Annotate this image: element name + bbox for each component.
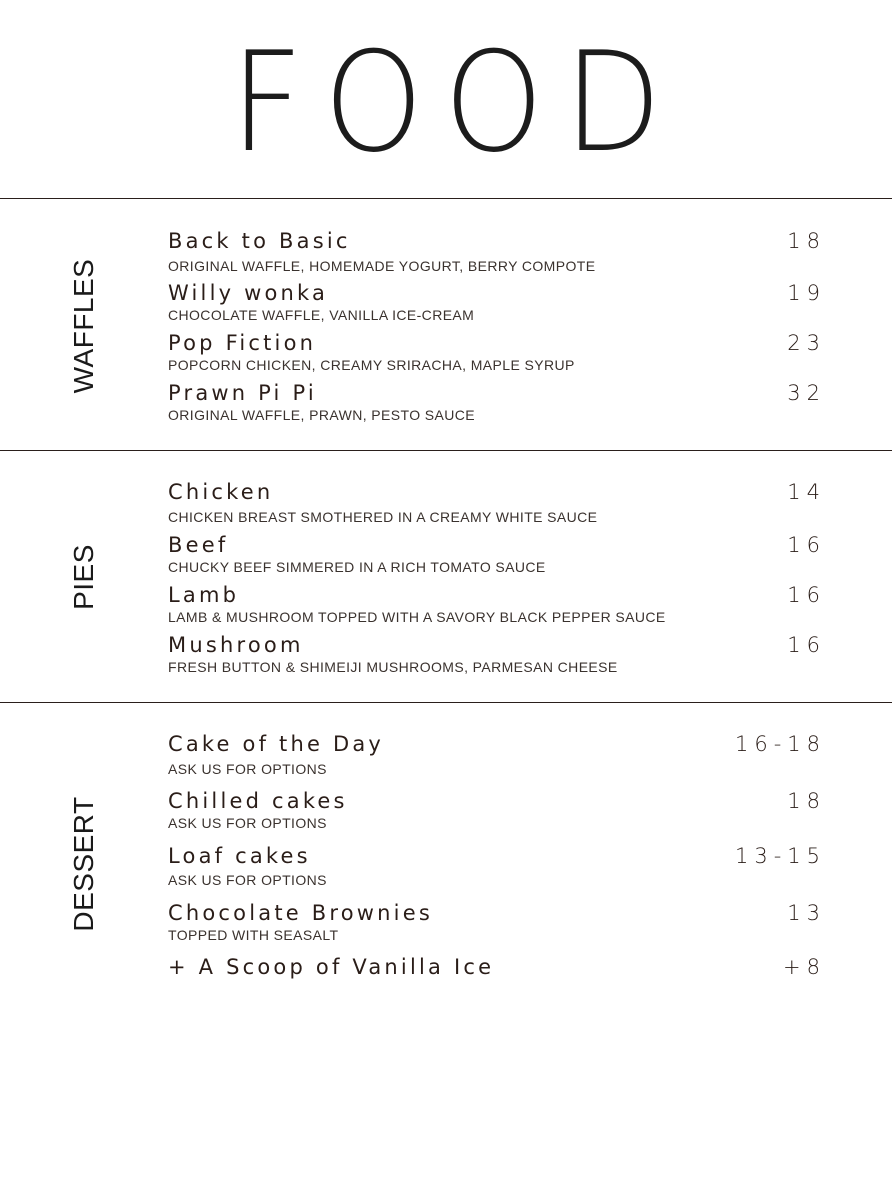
menu-item-name: Prawn Pi Pi bbox=[168, 381, 317, 405]
menu-item-price: 18 bbox=[787, 789, 826, 813]
menu-item-name: Chicken bbox=[168, 480, 274, 504]
menu-item-price: 13-15 bbox=[734, 844, 826, 868]
menu-item-desc: CHICKEN BREAST SMOTHERED IN A CREAMY WHITE SAUCE bbox=[168, 509, 598, 525]
menu-item-name: Beef bbox=[168, 533, 229, 557]
menu-item-price: 16 bbox=[787, 633, 826, 657]
menu-item-desc: ASK US FOR OPTIONS bbox=[168, 872, 327, 888]
menu-item-price: 23 bbox=[787, 331, 826, 355]
menu-item-price: 18 bbox=[787, 229, 826, 253]
menu-item-desc: FRESH BUTTON & SHIMEIJI MUSHROOMS, PARMESAN CHEESE bbox=[168, 659, 618, 675]
divider-top bbox=[0, 198, 892, 199]
menu-item-name: Chocolate Brownies bbox=[168, 901, 433, 925]
menu-item-desc: ASK US FOR OPTIONS bbox=[168, 815, 327, 831]
addon-price: +8 bbox=[783, 955, 826, 979]
menu-item-desc: POPCORN CHICKEN, CREAMY SRIRACHA, MAPLE SYRUP bbox=[168, 357, 575, 373]
menu-item-name: Loaf cakes bbox=[168, 844, 311, 868]
divider-waffles-pies bbox=[0, 450, 892, 451]
menu-item-name: Willy wonka bbox=[168, 281, 329, 305]
divider-pies-dessert bbox=[0, 702, 892, 703]
menu-item-name: Mushroom bbox=[168, 633, 304, 657]
menu-item-desc: CHOCOLATE WAFFLE, VANILLA ICE-CREAM bbox=[168, 307, 475, 323]
menu-item-price: 19 bbox=[787, 281, 826, 305]
menu-item-desc: TOPPED WITH SEASALT bbox=[168, 927, 339, 943]
menu-item-desc: ORIGINAL WAFFLE, HOMEMADE YOGURT, BERRY COMPOTE bbox=[168, 258, 596, 274]
menu-item-name: Lamb bbox=[168, 583, 240, 607]
menu-item-name: Cake of the Day bbox=[168, 732, 385, 756]
menu-item-name: Pop Fiction bbox=[168, 331, 317, 355]
menu-item-desc: ASK US FOR OPTIONS bbox=[168, 761, 327, 777]
menu-item-price: 14 bbox=[787, 480, 826, 504]
menu-item-price: 16-18 bbox=[734, 732, 826, 756]
addon-name: + A Scoop of Vanilla Ice bbox=[168, 955, 495, 979]
menu-item-price: 13 bbox=[787, 901, 826, 925]
menu-item-desc: CHUCKY BEEF SIMMERED IN A RICH TOMATO SAUCE bbox=[168, 559, 546, 575]
menu-item-price: 16 bbox=[787, 533, 826, 557]
menu-item-price: 32 bbox=[787, 381, 826, 405]
menu-title: FOOD bbox=[230, 22, 682, 183]
menu-item-price: 16 bbox=[787, 583, 826, 607]
menu-item-name: Back to Basic bbox=[168, 229, 351, 253]
menu-item-name: Chilled cakes bbox=[168, 789, 348, 813]
menu-item-desc: LAMB & MUSHROOM TOPPED WITH A SAVORY BLACK PEPPER SAUCE bbox=[168, 609, 666, 625]
menu-item-desc: ORIGINAL WAFFLE, PRAWN, PESTO SAUCE bbox=[168, 407, 476, 423]
